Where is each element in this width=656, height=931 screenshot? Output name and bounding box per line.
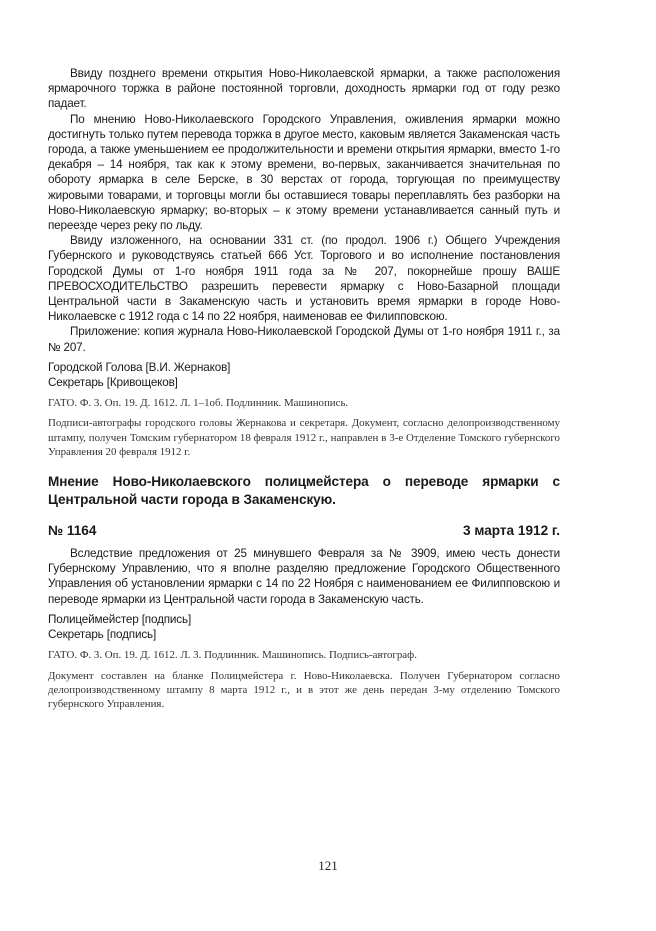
editorial-note: Подписи-автографы городского головы Жернакова и секретаря. Документ, согласно делопроизводственному штампу, получен Томским губернатором 18 февраля 1912 г., направлен в 3-е Отделение Томского губернского Управления 20 февраля 1912 г. — [48, 417, 560, 458]
document-date: 3 марта 1912 г. — [463, 523, 560, 539]
signature-line: Полицеймейстер [подпись] — [48, 612, 192, 626]
document-header — [48, 522, 560, 540]
paragraph: Ввиду изложенного, на основании 331 ст. (по продол. 1906 г.) Общего Учреждения Губернского и руководствуясь статьей 666 Уст. Торгового и во исполнение постановления Городской Думы от 1-го ноября 1911 года за № 207, покорнейше прошу ВАШЕ ПРЕВОСХОДИТЕЛЬСТВО разрешить перевести ярмарку с Ново-Базарной площади Центральной части в Закаменскую часть и установить время ярмарки в городе Ново-Николаевске с 1912 года с 14 по 22 ноября, наименовав ее Филипповскою. — [48, 234, 560, 324]
page-content — [48, 66, 560, 711]
document-1 — [48, 66, 560, 459]
paragraph: Ввиду позднего времени открытия Ново-Николаевской ярмарки, а также расположения ярмарочного торжка в районе постоянной торговли, доходность ярмарки год от году резко падает. — [48, 67, 560, 111]
archive-reference: ГАТО. Ф. 3. Оп. 19. Д. 1612. Л. 3. Подлинник. Машинопись. Подпись-автограф. — [48, 649, 417, 662]
paragraph: Вследствие предложения от 25 минувшего Февраля за № 3909, имею честь донести Губернскому Управлению, что я вполне разделяю предложение Городского Общественного Управления об установлении ярмарки с 14 по 22 Ноября с наименованием ее Филипповскою и переводе ярмарки из Центральной части города в Закаменскую часть. — [48, 547, 560, 606]
document-2 — [48, 473, 560, 711]
signature-line: Секретарь [Кривощеков] — [48, 376, 178, 390]
editorial-note: Документ составлен на бланке Полицмейстера г. Ново-Николаевска. Получен Губернатором согласно делопроизводственному штампу 8 марта 1912 г., и в этот же день передан 3-му отделению Томского губернского Управления. — [48, 669, 560, 710]
paragraph: Приложение: копия журнала Ново-Николаевской Городской Думы от 1-го ноября 1911 г., за № 207. — [48, 325, 560, 354]
signature-line: Городской Голова [В.И. Жернаков] — [48, 360, 231, 374]
page-number: 121 — [318, 858, 338, 873]
archive-reference: ГАТО. Ф. 3. Оп. 19. Д. 1612. Л. 1–1об. Подлинник. Машинопись. — [48, 397, 349, 410]
paragraph: По мнению Ново-Николаевского Городского Управления, оживления ярмарки можно достигнуть только путем перевода торжка в другое место, каковым является Закаменская часть города, а также уменьшением ее продолжительности и времени открытия ярмарки, вместо 1-го декабря – 14 ноября, так как к этому времени, во-первых, заканчивается значительная по обороту ярмарка в селе Берске, в 30 верстах от города, торгующая по преимуществу жировыми товарами, и торговцы могли бы оставшиеся товары переплавлять без разборки на Ново-Николаевскую ярмарку; во-вторых – к этому времени устанавливается санный путь и переезде через реку по льду. — [48, 112, 560, 233]
signature-line: Секретарь [подпись] — [48, 628, 157, 642]
document-title: Мнение Ново-Николаевского полицмейстера о переводе ярмарки с Центральной части города в Закаменскую. — [48, 474, 560, 507]
document-number: № 1164 — [48, 523, 97, 539]
